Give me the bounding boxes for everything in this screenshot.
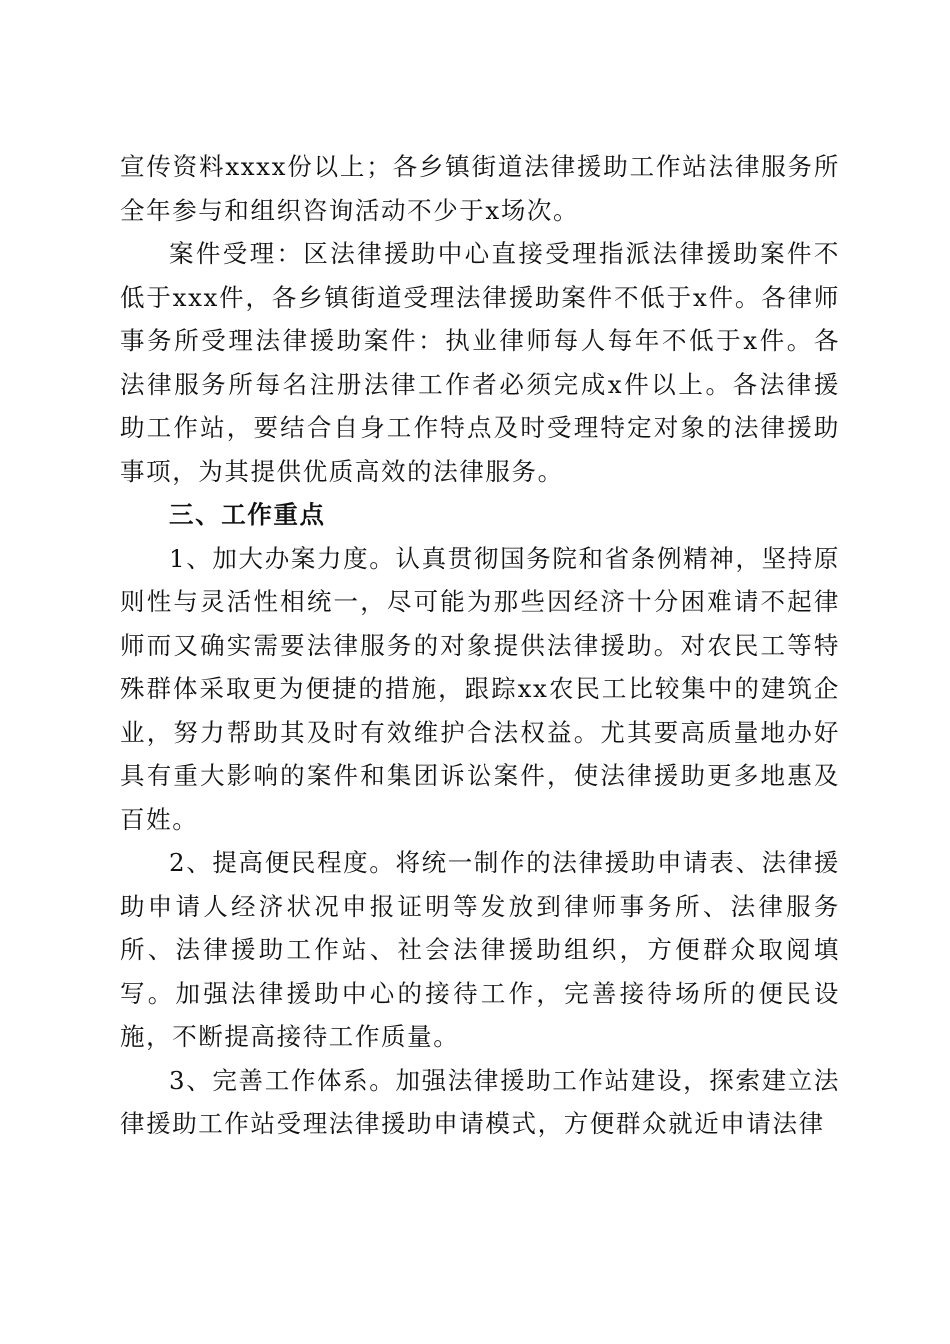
paragraph-item-1: 1、加大办案力度。认真贯彻国务院和省条例精神，坚持原则性与灵活性相统一，尽可能为那些因经济十分困难请不起律师而又确实需要法律服务的对象提供法律援助。对农民工等特殊群体采取更为便捷的措施，跟踪xx农民工比较集中的建筑企业，努力帮助其及时有效维护合法权益。尤其要高质量地办好具有重大影响的案件和集团诉讼案件，使法律援助更多地惠及百姓。 [120,543,840,834]
paragraph-case-acceptance: 案件受理：区法律援助中心直接受理指派法律援助案件不低于xxx件，各乡镇街道受理法律援助案件不低于x件。各律师事务所受理法律援助案件：执业律师每人每年不低于x件。各法律服务所每名注册法律工作者必须完成x件以上。各法律援助工作站，要结合自身工作特点及时受理特定对象的法律援助事项，为其提供优质高效的法律服务。 [120,239,840,486]
document-body [120,145,840,1146]
paragraph-item-2: 2、提高便民程度。将统一制作的法律援助申请表、法律援助申请人经济状况申报证明等发放到律师事务所、法律服务所、法律援助工作站、社会法律援助组织，方便群众取阅填写。加强法律援助中心的接待工作，完善接待场所的便民设施，不断提高接待工作质量。 [120,848,840,1051]
paragraph-item-3: 3、完善工作体系。加强法律援助工作站建设，探索建立法律援助工作站受理法律援助申请模式，方便群众就近申请法律 [120,1065,840,1138]
paragraph-publicity-materials: 宣传资料xxxx份以上；各乡镇街道法律援助工作站法律服务所全年参与和组织咨询活动不少于x场次。 [120,152,840,225]
section-heading-work-focus: 三、工作重点 [169,500,326,529]
